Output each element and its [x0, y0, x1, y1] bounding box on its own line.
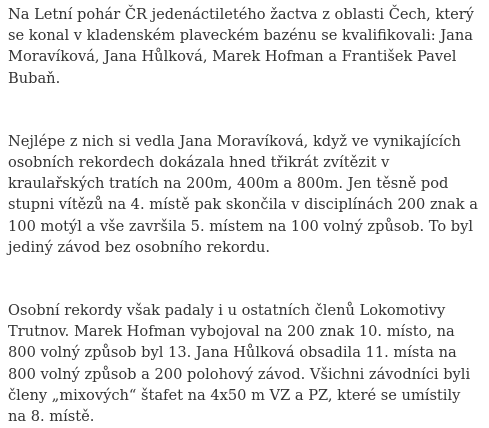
article-paragraph-2: Nejlépe z nich si vedla Jana Moravíková, když ve vynikajících osobních rekordech dokázala hned třikrát zvítězit v kraulařských tratích na 200m, 400m a 800m. Jen těsně pod stupni vítězů na 4. místě pak skončila v disciplínách 200 znak a 100 motýl a vše završila 5. místem na 100 volný způsob. To byl jediný závod bez osobního rekordu.	[8, 132, 478, 256]
article-paragraph-1: Na Letní pohár ČR jedenáctiletého žactva z oblasti Čech, který se konal v kladenském plaveckém bazénu se kvalifikovali: Jana Moravíková, Jana Hůlková, Marek Hofman a František Pavel Bubaň.	[8, 6, 474, 87]
article-paragraph-3: Osobní rekordy však padaly i u ostatních členů Lokomotivy Trutnov. Marek Hofman vybojoval na 200 znak 10. místo, na 800 volný způsob byl 13. Jana Hůlková obsadila 11. místa na 800 volný způsob a 200 polohový závod. Všichni závodníci byli členy „mixových“ štafet na 4x50 m VZ a PZ, které se umístily na 8. místě.	[8, 302, 471, 426]
